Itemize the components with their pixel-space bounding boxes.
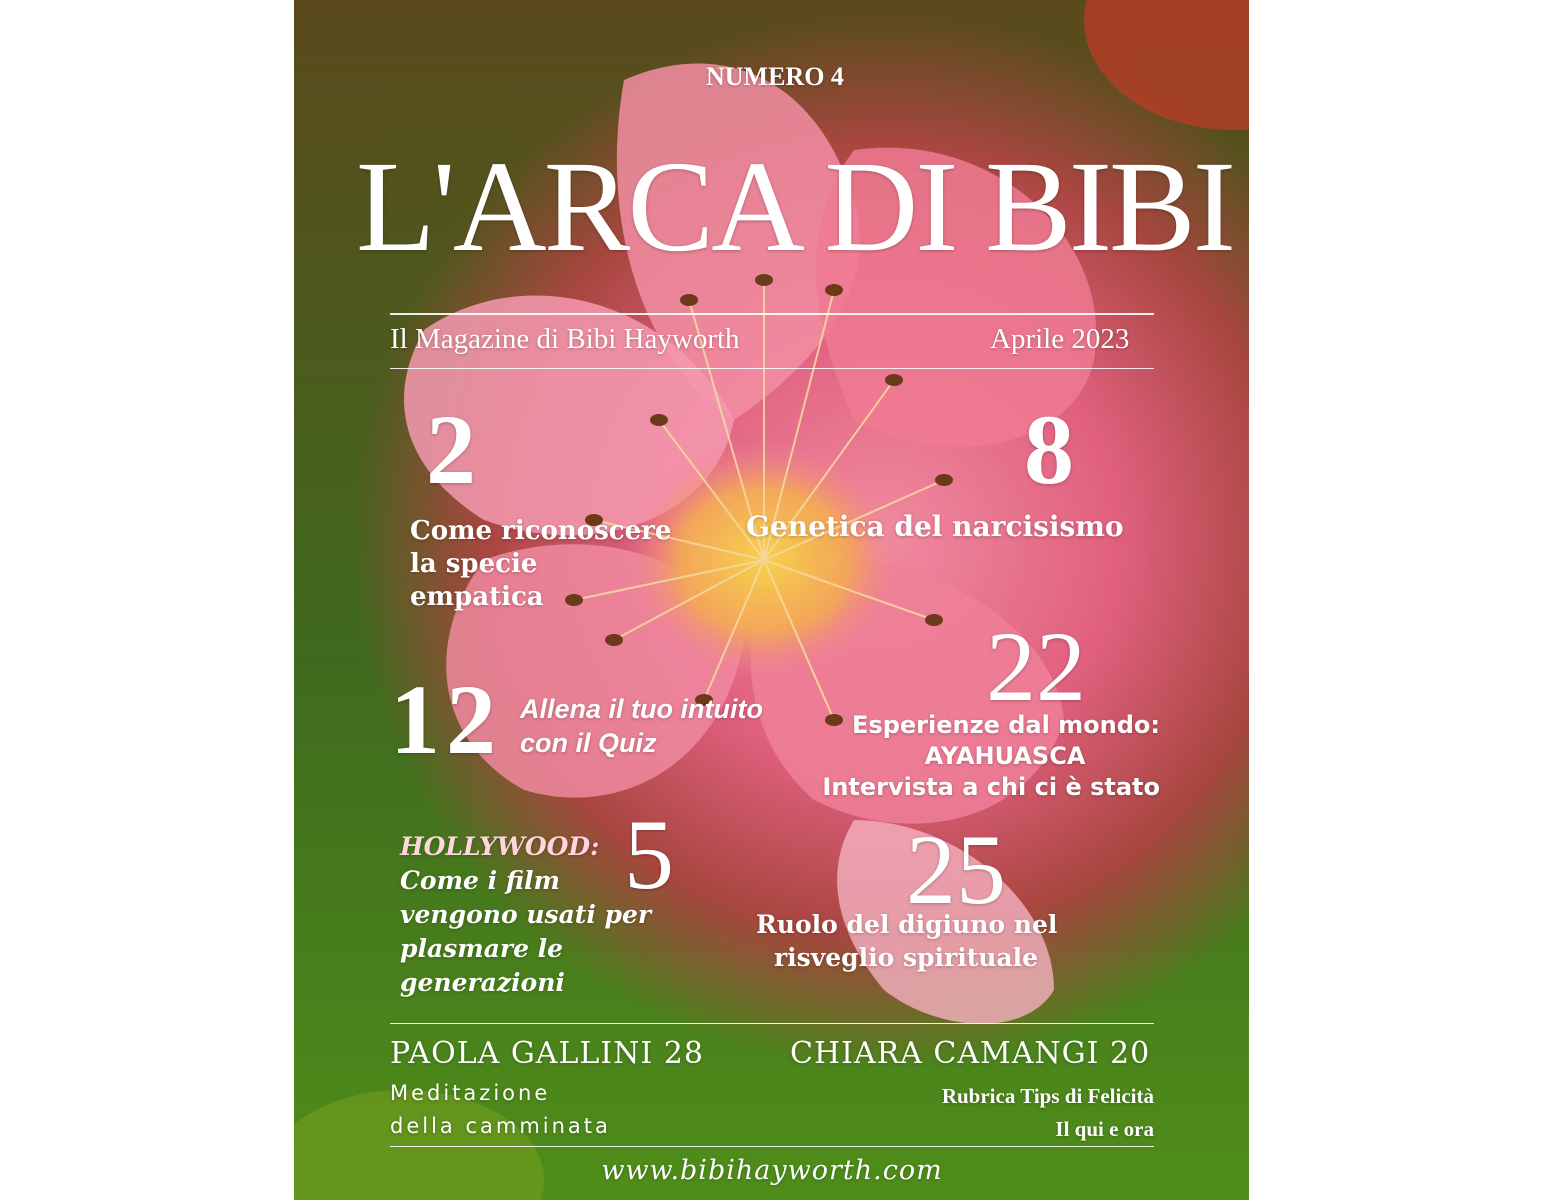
column-line: Meditazione [390,1081,551,1105]
article-line: empatica [410,582,544,612]
magazine-cover [294,0,1249,1200]
article-quiz [520,692,763,760]
article-ayahuasca [790,710,1160,803]
article-empatica [410,515,671,614]
article-line: Ruolo del digiuno nel [756,910,1058,939]
column-line: della camminata [390,1114,611,1138]
article-line: risveglio spirituale [773,943,1039,972]
article-line: Intervista a chi ci è stato [822,773,1160,801]
column-line: Il qui e ora [1055,1117,1154,1141]
article-line: vengono usati per [400,900,652,929]
magazine-title: L'ARCA DI BIBI [356,135,1234,279]
bottom-rule [390,1023,1154,1024]
article-line: con il Quiz [520,728,657,758]
page-number-25: 25 [906,814,1006,925]
article-line: Come i film [400,866,560,895]
column-paola-text [390,1077,611,1143]
top-rule [390,313,1154,315]
column-chiara-text [854,1080,1154,1146]
column-chiara-camangi: CHIARA CAMANGI 20 [790,1036,1151,1071]
subtitle-rule [390,368,1154,369]
article-digiuno [756,908,1056,974]
column-line: Rubrica Tips di Felicità [941,1084,1154,1108]
page-number-22: 22 [986,611,1086,722]
article-narcisismo: Genetica del narcisismo [746,510,1124,543]
issue-number: NUMERO 4 [706,62,844,91]
issue-date: Aprile 2023 [990,323,1130,355]
footer-rule [390,1146,1154,1147]
article-line: Esperienze dal mondo: [852,711,1160,739]
article-line: generazioni [400,968,565,997]
article-hollywood [400,830,651,1000]
article-line: AYAHUASCA [924,742,1086,770]
website-link[interactable]: www.bibihayworth.com [601,1155,943,1186]
column-paola-gallini: PAOLA GALLINI 28 [390,1036,704,1071]
page-number-8: 8 [1024,394,1074,505]
subtitle: Il Magazine di Bibi Hayworth [390,323,740,355]
page-number-5: 5 [624,799,674,910]
article-line: la specie [410,549,538,579]
article-line: HOLLYWOOD: [400,832,600,861]
article-line: plasmare le [400,934,564,963]
article-line: Come riconoscere [410,516,672,546]
page-number-12: 12 [390,664,502,775]
article-line: Allena il tuo intuito [520,694,763,724]
page-number-2: 2 [426,394,476,505]
